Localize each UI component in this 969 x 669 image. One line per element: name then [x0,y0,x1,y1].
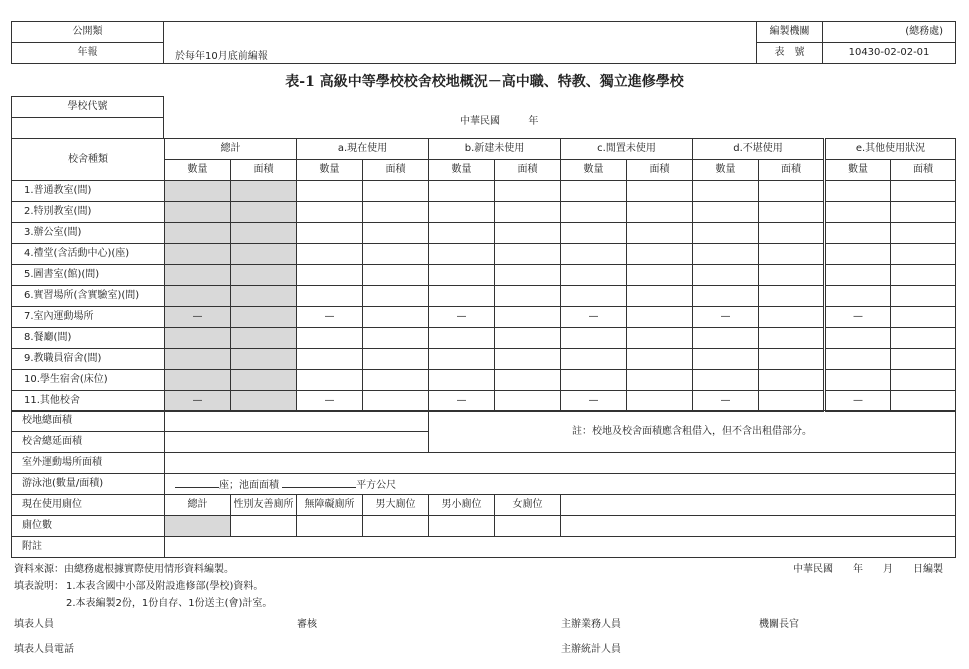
site-area-input[interactable] [165,411,429,432]
report-year-suffix: 年 [528,116,539,127]
cell-not-applicable: — [165,307,231,328]
row-label: 6.實習場所(含實驗室)(間) [12,286,165,307]
toilet-count-cell[interactable] [231,516,297,537]
cell-quantity[interactable] [561,286,627,307]
cell-area[interactable] [759,391,825,412]
cell-quantity[interactable] [297,286,363,307]
school-code-input[interactable] [12,118,164,139]
cell-quantity[interactable] [825,202,891,223]
subheader-quantity: 數量 [429,160,495,181]
cell-not-applicable[interactable]: — [693,391,759,412]
cell-quantity[interactable] [825,223,891,244]
toilet-count-filler [561,516,956,537]
cell-quantity [165,328,231,349]
subheader-area: 面積 [363,160,429,181]
cell-quantity[interactable] [561,349,627,370]
cell-area[interactable] [759,307,825,328]
cell-area[interactable] [495,202,561,223]
cell-area [231,349,297,370]
toilet-count-cell [165,516,231,537]
row-label: 8.餐廳(間) [12,328,165,349]
cell-quantity[interactable] [825,244,891,265]
cell-area[interactable] [891,202,956,223]
cell-quantity[interactable] [825,265,891,286]
cell-area[interactable] [495,244,561,265]
cell-quantity[interactable] [297,349,363,370]
cell-quantity[interactable] [297,202,363,223]
cell-area [231,265,297,286]
compile-date: 中華民國 年 月 日編製 [793,564,943,575]
cell-area [231,181,297,202]
cell-quantity[interactable] [825,181,891,202]
cell-quantity[interactable] [429,349,495,370]
signature-statistics-officer: 主辦統計人員 [561,644,621,655]
cell-area[interactable] [363,349,429,370]
toilet-column-header: 男小廁位 [429,495,495,516]
cell-quantity[interactable] [825,286,891,307]
cell-quantity[interactable] [429,286,495,307]
cell-area[interactable] [363,391,429,412]
cell-quantity [165,244,231,265]
table-row [12,349,956,370]
cell-quantity[interactable] [297,244,363,265]
header-period: 年報 [12,43,164,64]
cell-area[interactable] [891,349,956,370]
toilet-count-cell[interactable] [429,516,495,537]
cell-area [231,307,297,328]
table-row [12,202,956,223]
cell-area[interactable] [627,391,693,412]
cell-area[interactable] [759,181,825,202]
table-row [12,265,956,286]
building-area-input[interactable] [165,432,429,453]
remarks-label: 附註 [12,537,165,558]
toilet-head-filler [561,495,956,516]
note-1: 1.本表含國中小部及附設進修部(學校)資料。 [66,581,264,592]
subheader-quantity: 數量 [693,160,759,181]
cell-area[interactable] [363,202,429,223]
cell-area[interactable] [363,265,429,286]
cell-area[interactable] [363,286,429,307]
outdoor-area-label: 室外運動場所面積 [12,453,165,474]
area-table [11,410,956,495]
cell-quantity [165,223,231,244]
subheader-quantity: 數量 [165,160,231,181]
cell-area[interactable] [627,244,693,265]
cell-quantity [165,202,231,223]
remarks-input[interactable] [165,537,956,558]
cell-area[interactable] [363,223,429,244]
cell-area[interactable] [759,244,825,265]
cell-quantity[interactable] [693,370,759,391]
cell-area[interactable] [495,286,561,307]
cell-not-applicable[interactable]: — [561,391,627,412]
table-row [12,328,956,349]
row-label: 4.禮堂(含活動中心)(座) [12,244,165,265]
cell-area [231,328,297,349]
form-number-value: 10430-02-02-01 [823,43,956,64]
subheader-area: 面積 [231,160,297,181]
table-row [12,181,956,202]
cell-area [231,202,297,223]
cell-area[interactable] [891,391,956,412]
toilets-table [11,494,956,558]
row-label: 10.學生宿舍(床位) [12,370,165,391]
area-note: 註：校地及校舍面積應含租借入，但不含出租借部分。 [429,411,956,453]
cell-quantity[interactable] [561,265,627,286]
row-label: 9.教職員宿舍(間) [12,349,165,370]
cell-not-applicable[interactable]: — [561,307,627,328]
table-row [12,286,956,307]
cell-area[interactable] [495,370,561,391]
header-right-table [756,21,956,64]
cell-area[interactable] [891,370,956,391]
cell-area[interactable] [891,181,956,202]
table-row [12,307,956,328]
header-bottom-line [164,63,756,64]
cell-area[interactable] [891,328,956,349]
cell-area[interactable] [759,265,825,286]
cell-quantity [165,265,231,286]
school-code-label: 學校代號 [12,97,164,118]
cell-quantity[interactable] [825,328,891,349]
cell-area[interactable] [627,181,693,202]
cell-quantity[interactable] [297,223,363,244]
toilet-count-cell[interactable] [297,516,363,537]
toilets-label: 現在使用廁位 [12,495,165,516]
pool-unit-area: 平方公尺 [356,479,397,491]
row-label: 7.室內運動場所 [12,307,165,328]
cell-quantity[interactable] [693,265,759,286]
cell-area[interactable] [891,307,956,328]
cell-area[interactable] [363,307,429,328]
cell-area [231,370,297,391]
cell-quantity[interactable] [297,181,363,202]
cell-quantity[interactable] [693,223,759,244]
report-date-line [460,112,538,127]
cell-quantity[interactable] [429,328,495,349]
cell-area[interactable] [759,286,825,307]
page-title: 表-1 高級中等學校校舍校地概況－高中職、特教、獨立進修學校 [285,74,684,90]
form-number-label: 表 號 [757,43,823,64]
toilet-count-cell[interactable] [363,516,429,537]
cell-area[interactable] [627,349,693,370]
cell-area[interactable] [891,223,956,244]
cell-area[interactable] [495,391,561,412]
cell-quantity[interactable] [825,349,891,370]
outdoor-area-input[interactable] [165,453,956,474]
cell-not-applicable[interactable]: — [693,307,759,328]
toilet-column-header: 性別友善廁所 [231,495,297,516]
cell-quantity[interactable] [429,202,495,223]
cell-not-applicable: — [165,391,231,412]
cell-not-applicable[interactable]: — [429,307,495,328]
cell-area[interactable] [891,265,956,286]
cell-quantity[interactable] [561,244,627,265]
subheader-area: 面積 [891,160,956,181]
cell-area[interactable] [495,307,561,328]
cell-area[interactable] [627,328,693,349]
cell-area[interactable] [627,223,693,244]
group-total: 總計 [165,139,297,160]
row-label: 3.辦公室(間) [12,223,165,244]
cell-area[interactable] [759,349,825,370]
cell-quantity[interactable] [297,265,363,286]
group-idle: c.閒置未使用 [561,139,693,160]
cell-area[interactable] [627,307,693,328]
cell-area[interactable] [759,370,825,391]
header-deadline: 於每年10月底前編報 [175,51,268,62]
cell-area[interactable] [627,370,693,391]
cell-quantity[interactable] [297,370,363,391]
toilet-column-header: 男大廁位 [363,495,429,516]
toilet-column-header: 無障礙廁所 [297,495,363,516]
cell-quantity [165,370,231,391]
pool-input[interactable] [165,474,956,495]
cell-not-applicable[interactable]: — [429,391,495,412]
cell-quantity[interactable] [429,223,495,244]
buildings-table [11,138,956,412]
toilet-column-header: 女廁位 [495,495,561,516]
data-source: 資料來源：由總務處根據實際使用情形資料編製。 [14,564,234,575]
signature-reviewer: 審核 [297,619,317,630]
subheader-area: 面積 [627,160,693,181]
cell-area [231,223,297,244]
header-left-table [11,21,164,64]
header-classification: 公開類 [12,22,164,43]
cell-quantity[interactable] [693,202,759,223]
cell-quantity[interactable] [429,244,495,265]
building-area-label: 校舍總延面積 [12,432,165,453]
cell-area [231,244,297,265]
cell-not-applicable[interactable]: — [297,391,363,412]
cell-area[interactable] [759,223,825,244]
signature-business-officer: 主辦業務人員 [561,619,621,630]
cell-quantity[interactable] [693,328,759,349]
cell-area[interactable] [891,244,956,265]
toilet-column-header: 總計 [165,495,231,516]
cell-area[interactable] [495,223,561,244]
cell-quantity [165,181,231,202]
note-2: 2.本表編製2份，1份自存、1份送主(會)計室。 [66,598,273,609]
agency-label: 編製機關 [757,22,823,43]
group-other-status: e.其他使用狀況 [825,139,956,160]
cell-area[interactable] [495,328,561,349]
cell-area[interactable] [627,286,693,307]
table-row [12,370,956,391]
cell-quantity[interactable] [693,244,759,265]
cell-area [231,286,297,307]
toilet-count-label: 廁位數 [12,516,165,537]
row-label: 2.特別教室(間) [12,202,165,223]
table-row [12,223,956,244]
row-label: 5.圖書室(館)(間) [12,265,165,286]
cell-quantity[interactable] [561,181,627,202]
cell-quantity[interactable] [693,349,759,370]
agency-value: (總務處) [823,22,956,43]
cell-quantity[interactable] [561,370,627,391]
subheader-quantity: 數量 [297,160,363,181]
cell-area [231,391,297,412]
cell-not-applicable[interactable]: — [825,307,891,328]
pool-count-blank[interactable] [175,478,219,488]
header-top-line [164,21,756,22]
table-row [12,391,956,412]
cell-quantity [165,349,231,370]
cell-quantity [165,286,231,307]
cell-area[interactable] [363,244,429,265]
signature-filler: 填表人員 [14,619,54,630]
signature-filler-phone: 填表人員電話 [14,644,74,655]
cell-quantity[interactable] [429,370,495,391]
cell-quantity[interactable] [825,370,891,391]
cell-not-applicable[interactable]: — [297,307,363,328]
table-row [12,244,956,265]
cell-area[interactable] [363,370,429,391]
cell-area[interactable] [891,286,956,307]
cell-quantity[interactable] [561,223,627,244]
pool-unit-count: 座；池面面積 [219,479,279,491]
signature-head: 機關長官 [759,619,799,630]
cell-quantity[interactable] [693,181,759,202]
cell-quantity[interactable] [429,265,495,286]
cell-area[interactable] [759,328,825,349]
cell-quantity[interactable] [561,328,627,349]
cell-quantity[interactable] [693,286,759,307]
row-label: 1.普通教室(間) [12,181,165,202]
cell-area[interactable] [495,349,561,370]
report-era: 中華民國 [460,116,500,127]
cell-area[interactable] [627,265,693,286]
pool-label: 游泳池(數量/面積) [12,474,165,495]
cell-area[interactable] [759,202,825,223]
group-new-unused: b.新建未使用 [429,139,561,160]
group-in-use: a.現在使用 [297,139,429,160]
pool-area-blank[interactable] [282,478,356,488]
group-unusable: d.不堪使用 [693,139,825,160]
subheader-area: 面積 [495,160,561,181]
row-header-building-type: 校舍種類 [12,139,165,181]
toilet-count-cell[interactable] [495,516,561,537]
cell-area[interactable] [363,328,429,349]
school-code-box [11,96,164,139]
cell-quantity[interactable] [429,181,495,202]
subheader-area: 面積 [759,160,825,181]
subheader-quantity: 數量 [825,160,891,181]
cell-quantity[interactable] [561,202,627,223]
subheader-quantity: 數量 [561,160,627,181]
site-area-label: 校地總面積 [12,411,165,432]
row-label: 11.其他校舍 [12,391,165,412]
cell-area[interactable] [363,181,429,202]
cell-area[interactable] [495,265,561,286]
cell-area[interactable] [627,202,693,223]
cell-quantity[interactable] [297,328,363,349]
cell-area[interactable] [495,181,561,202]
notes-title: 填表說明： [14,581,64,592]
cell-not-applicable[interactable]: — [825,391,891,412]
